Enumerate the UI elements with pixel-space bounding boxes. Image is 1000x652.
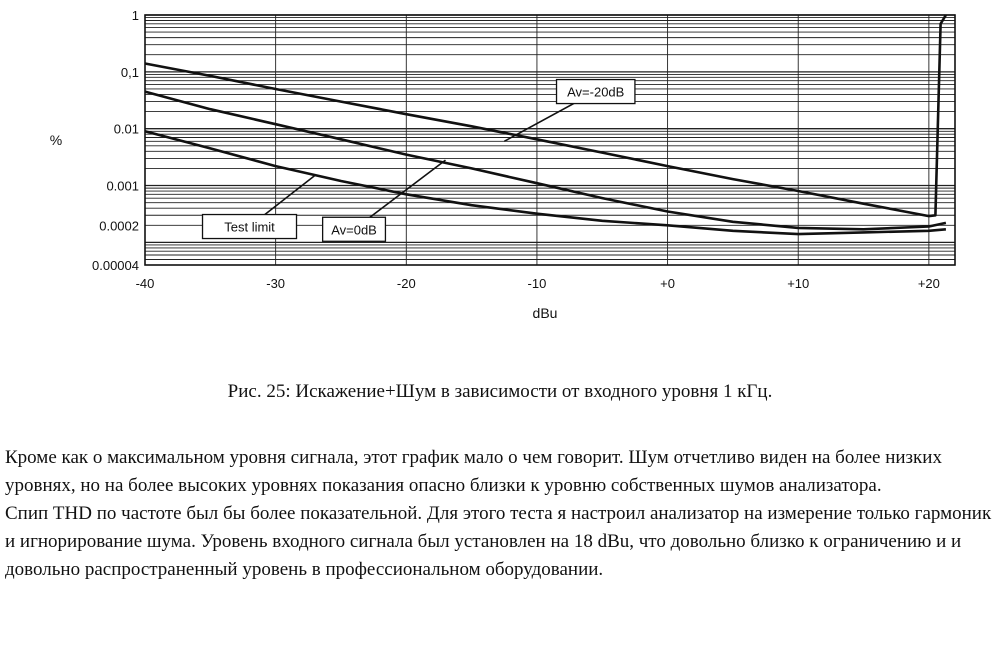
y-tick-label: 0,1	[120, 64, 139, 80]
annotation-label: Av=0dB	[331, 222, 377, 238]
x-tick-label: -10	[527, 276, 547, 291]
annotation-2	[323, 160, 446, 241]
paragraph-1: Кроме как о максимальном уровня сигнала, этот график мало о чем говорит. Шум отчетливо виден на более низких уровнях, но на более высоких уровнях показания опасно близки к уровню собственных шумов анализатора.	[5, 447, 942, 496]
annotation-label: Test limit	[224, 219, 275, 235]
y-axis-label: %	[49, 132, 63, 148]
y-tick-label: 0.00004	[92, 258, 139, 273]
x-axis-label: dBu	[532, 305, 558, 321]
x-tick-label: +20	[917, 276, 940, 291]
annotation-label: Av=-20dB	[567, 84, 625, 100]
y-tick-label: 0.001	[106, 178, 139, 194]
x-tick-label: -20	[396, 276, 416, 291]
y-tick-label: 0.01	[113, 121, 139, 137]
figure-caption: Рис. 25: Искажение+Шум в зависимости от входного уровня 1 кГц.	[227, 381, 773, 402]
x-tick-label: +10	[787, 276, 810, 291]
x-tick-label: +0	[660, 276, 675, 291]
body-text	[5, 444, 995, 584]
x-tick-label: -40	[135, 276, 155, 291]
y-tick-label: 0.0002	[99, 218, 139, 234]
x-tick-label: -30	[266, 276, 286, 291]
y-tick-label: 1	[131, 8, 139, 23]
paragraph-2: Спип THD по частоте был бы более показательной. Для этого теста я настроил анализатор на измерение только гармоник и игнорирование шума. Уровень входного сигнала был установлен на 18 dBu, что довольно близко к ограничению и и довольно распространенный уровень в профессиональном оборудовании.	[5, 503, 992, 580]
series-line-2	[145, 92, 946, 230]
